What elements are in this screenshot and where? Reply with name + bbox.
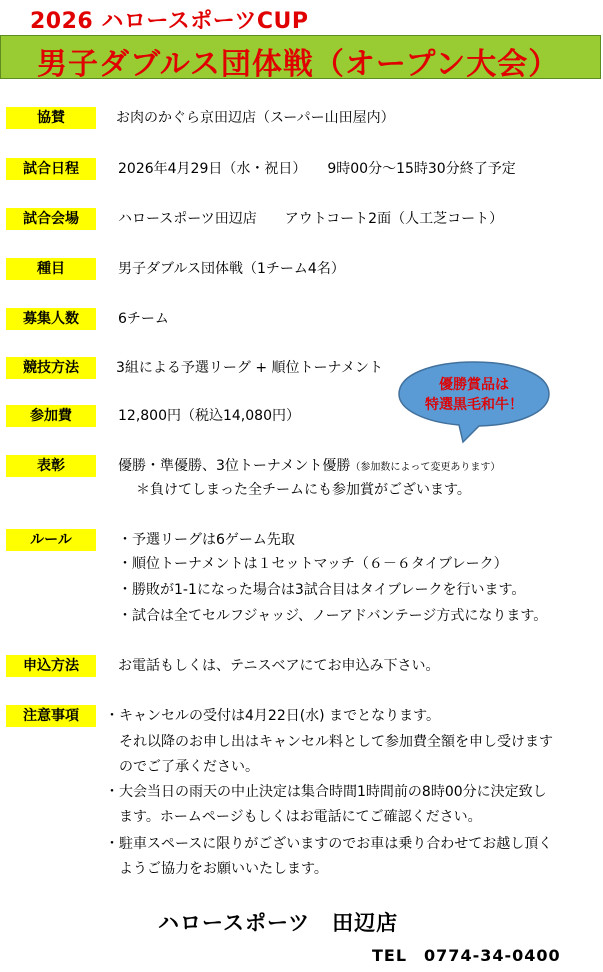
value-fee: 12,800円（税込14,080円）	[118, 408, 300, 424]
value-event: 男子ダブルス団体戦（1チーム4名）	[118, 261, 345, 277]
note-line: ・キャンセルの受付は4月22日(水) までとなります。	[105, 708, 440, 724]
value-award-line2: ＊負けてしまった全チームにも参加賞がございます。	[136, 482, 471, 498]
value-venue: ハロースポーツ田辺店 アウトコート2面（人工芝コート）	[118, 211, 504, 227]
rule-line: ・試合は全てセルフジャッジ、ノーアドバンテージ方式になります。	[118, 608, 548, 624]
store-name: ハロースポーツ 田辺店	[158, 911, 399, 935]
label-schedule: 試合日程	[6, 158, 96, 180]
label-format: 競技方法	[6, 357, 96, 379]
store-phone: TEL 0774-34-0400	[372, 946, 561, 965]
label-fee: 参加費	[6, 405, 96, 427]
note-line: ・駐車スペースに限りがございますのでお車は乗り合わせてお越し頂く	[105, 836, 553, 852]
award-note: （参加数によって変更あります）	[350, 462, 501, 473]
note-line: それ以降のお申し出はキャンセル料として参加費全額を申し受けます	[105, 734, 553, 750]
label-capacity: 募集人数	[6, 308, 96, 330]
value-schedule: 2026年4月29日（水・祝日） 9時00分～15時30分終了予定	[118, 161, 516, 177]
label-venue: 試合会場	[6, 208, 96, 230]
event-banner	[0, 35, 601, 82]
rule-line: ・順位トーナメントは１セットマッチ（６－６タイブレーク）	[118, 556, 508, 572]
note-line: のでご了承ください。	[105, 759, 259, 775]
label-award: 表彰	[6, 455, 96, 477]
value-sponsor: お肉のかぐら京田辺店（スーパー山田屋内）	[116, 110, 395, 126]
award-main: 優勝・準優勝、3位トーナメント優勝	[118, 458, 351, 474]
value-format: 3組による予選リーグ + 順位トーナメント	[116, 360, 383, 376]
event-title: 2026 ハロースポーツCUP	[30, 9, 309, 34]
note-line: ・大会当日の雨天の中止決定は集合時間1時間前の8時00分に決定致し	[105, 784, 547, 800]
value-award	[118, 456, 500, 478]
note-line: ようご協力をお願いいたします。	[105, 861, 328, 877]
label-sponsor: 協賛	[6, 107, 96, 129]
note-line: ます。ホームページもしくはお電話にてご確認ください。	[105, 809, 482, 825]
banner-text: 男子ダブルス団体戦（オープン大会）	[37, 47, 560, 82]
value-capacity: 6チーム	[118, 311, 169, 327]
label-apply: 申込方法	[6, 655, 96, 677]
label-rules: ルール	[6, 529, 96, 551]
prize-line-1: 優勝賞品は	[439, 377, 509, 393]
label-event: 種目	[6, 258, 96, 280]
rule-line: ・予選リーグは6ゲーム先取	[118, 532, 295, 548]
prize-line-2: 特選黒毛和牛！	[425, 397, 523, 413]
rule-line: ・勝敗が1-1になった場合は3試合目はタイブレークを行います。	[118, 582, 526, 598]
prize-speech-bubble	[397, 360, 551, 444]
prize-text	[397, 375, 551, 415]
value-apply: お電話もしくは、テニスベアにてお申込み下さい。	[118, 658, 440, 674]
label-notes: 注意事項	[6, 705, 96, 727]
